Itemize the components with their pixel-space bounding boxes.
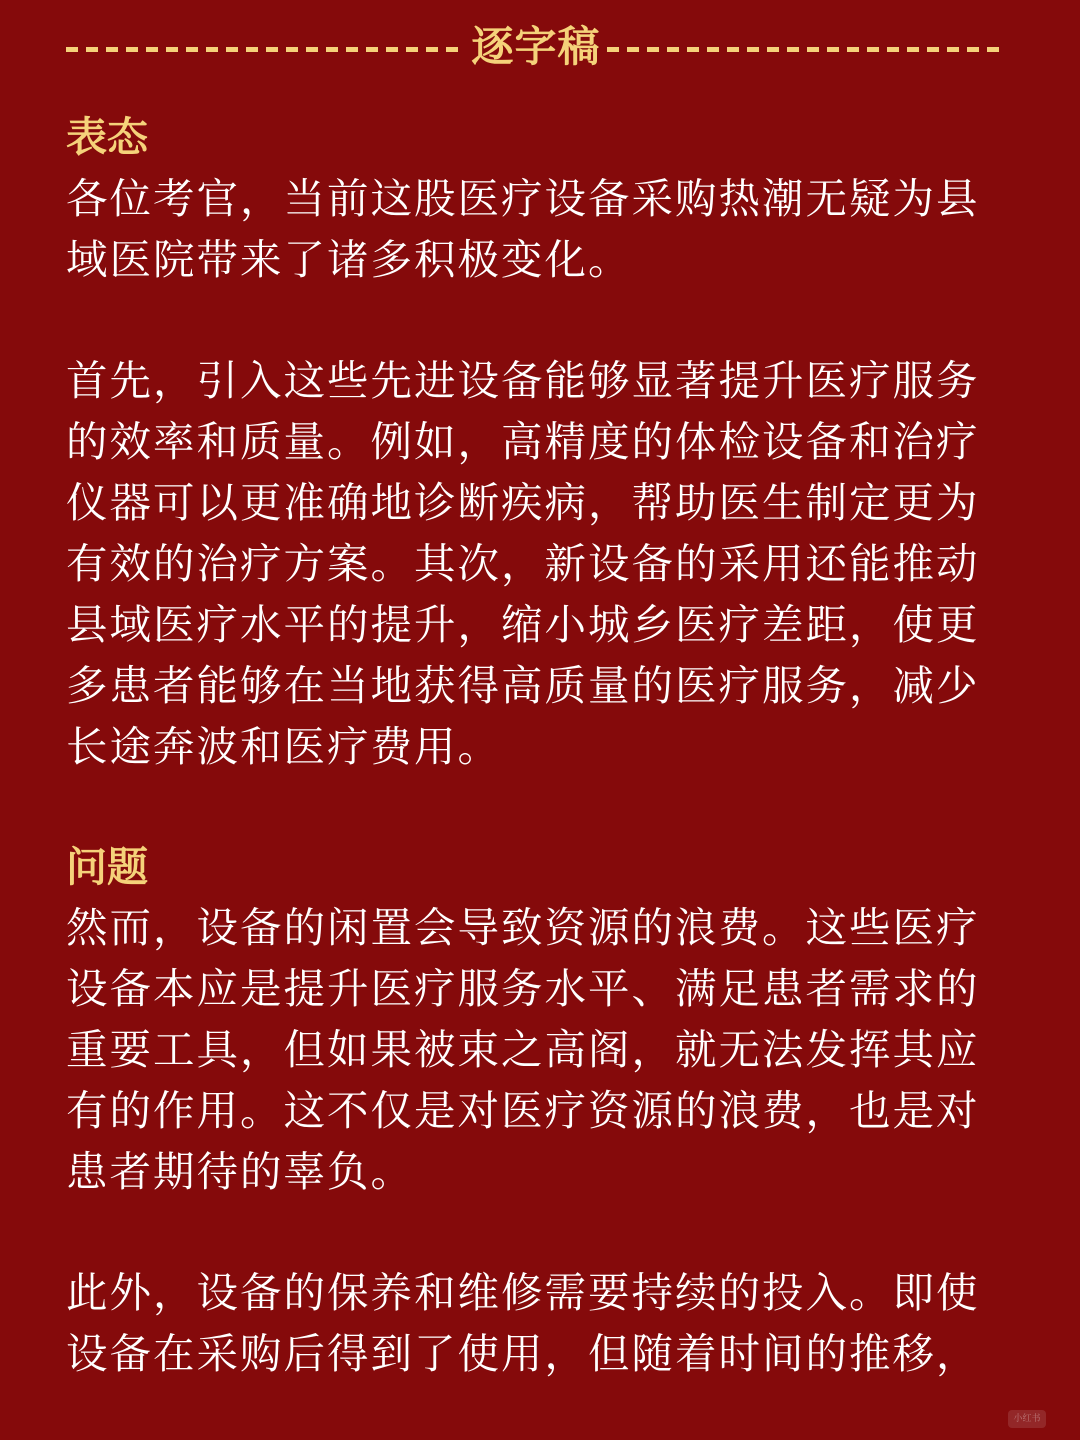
- paragraph-problem-maintenance: 此外，设备的保养和维修需要持续的投入。即使设备在采购后得到了使用，但随着时间的推移，: [66, 1268, 980, 1378]
- watermark-logo: 小红书: [1008, 1410, 1046, 1428]
- page-title: 逐字稿: [471, 22, 601, 71]
- dashed-divider-right: [607, 47, 1007, 52]
- paragraph-stance-intro: 各位考官，当前这股医疗设备采购热潮无疑为县域医院带来了诸多积极变化。: [66, 174, 980, 284]
- dashed-divider-left: [66, 47, 466, 52]
- paragraph-stance-benefits: 首先，引入这些先进设备能够显著提升医疗服务的效率和质量。例如，高精度的体检设备和治疗仪器可以更准确地诊断疾病，帮助医生制定更为有效的治疗方案。其次，新设备的采用还能推动县域医疗水平的提升，缩小城乡医疗差距，使更多患者能够在当地获得高质量的医疗服务，减少长途奔波和医疗费用。: [66, 356, 980, 771]
- section-heading-stance: 表态: [66, 113, 148, 161]
- paragraph-problem-idle: 然而，设备的闲置会导致资源的浪费。这些医疗设备本应是提升医疗服务水平、满足患者需求的重要工具，但如果被束之高阁，就无法发挥其应有的作用。这不仅是对医疗资源的浪费，也是对患者期待的辜负。: [66, 903, 980, 1196]
- section-heading-problem: 问题: [66, 843, 148, 891]
- header: [66, 18, 1006, 76]
